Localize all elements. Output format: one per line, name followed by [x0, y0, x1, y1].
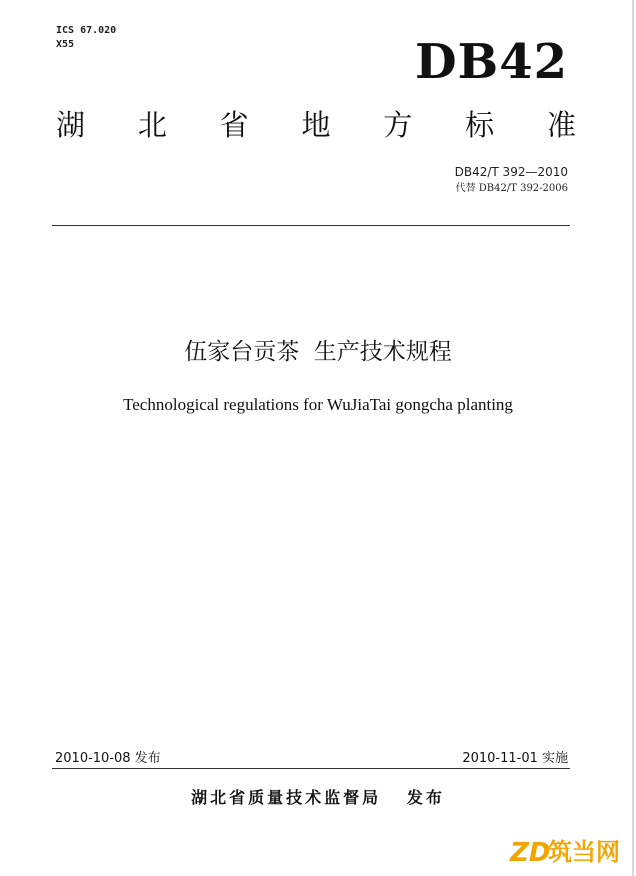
document-title: 伍家台贡茶 生产技术规程 [184, 339, 452, 365]
issue-date: 2010-10-08 发布 [55, 751, 161, 766]
footer-divider [52, 768, 570, 769]
chinese-class-code: X55 [56, 39, 75, 50]
db-logo: DB42 [415, 34, 568, 90]
issuing-authority: 湖北省质量技术监督局 发布 [191, 788, 445, 807]
title-char: 准 [546, 108, 576, 142]
classification-codes [56, 24, 116, 52]
replaces-note: 代替 DB42/T 392-2006 [455, 183, 568, 194]
title-char: 地 [301, 108, 331, 142]
standard-type-title [56, 106, 576, 144]
title-char: 省 [219, 108, 249, 142]
document-title-english: Technological regulations for WuJiaTai gongcha planting [123, 395, 513, 414]
title-char: 方 [383, 108, 413, 142]
title-char: 标 [465, 108, 495, 142]
standard-number: DB42/T 392—2010 [454, 165, 568, 179]
title-char: 湖 [56, 108, 86, 142]
watermark-text: 筑当网 [548, 838, 620, 866]
page-edge [632, 0, 634, 876]
ics-code: ICS 67.020 [56, 25, 117, 36]
implementation-date: 2010-11-01 实施 [462, 751, 568, 766]
watermark-logo-mark: ZD [510, 838, 551, 868]
site-watermark [508, 828, 628, 870]
title-char: 北 [137, 108, 167, 142]
standard-code-block [455, 164, 568, 198]
header-divider [52, 225, 570, 226]
